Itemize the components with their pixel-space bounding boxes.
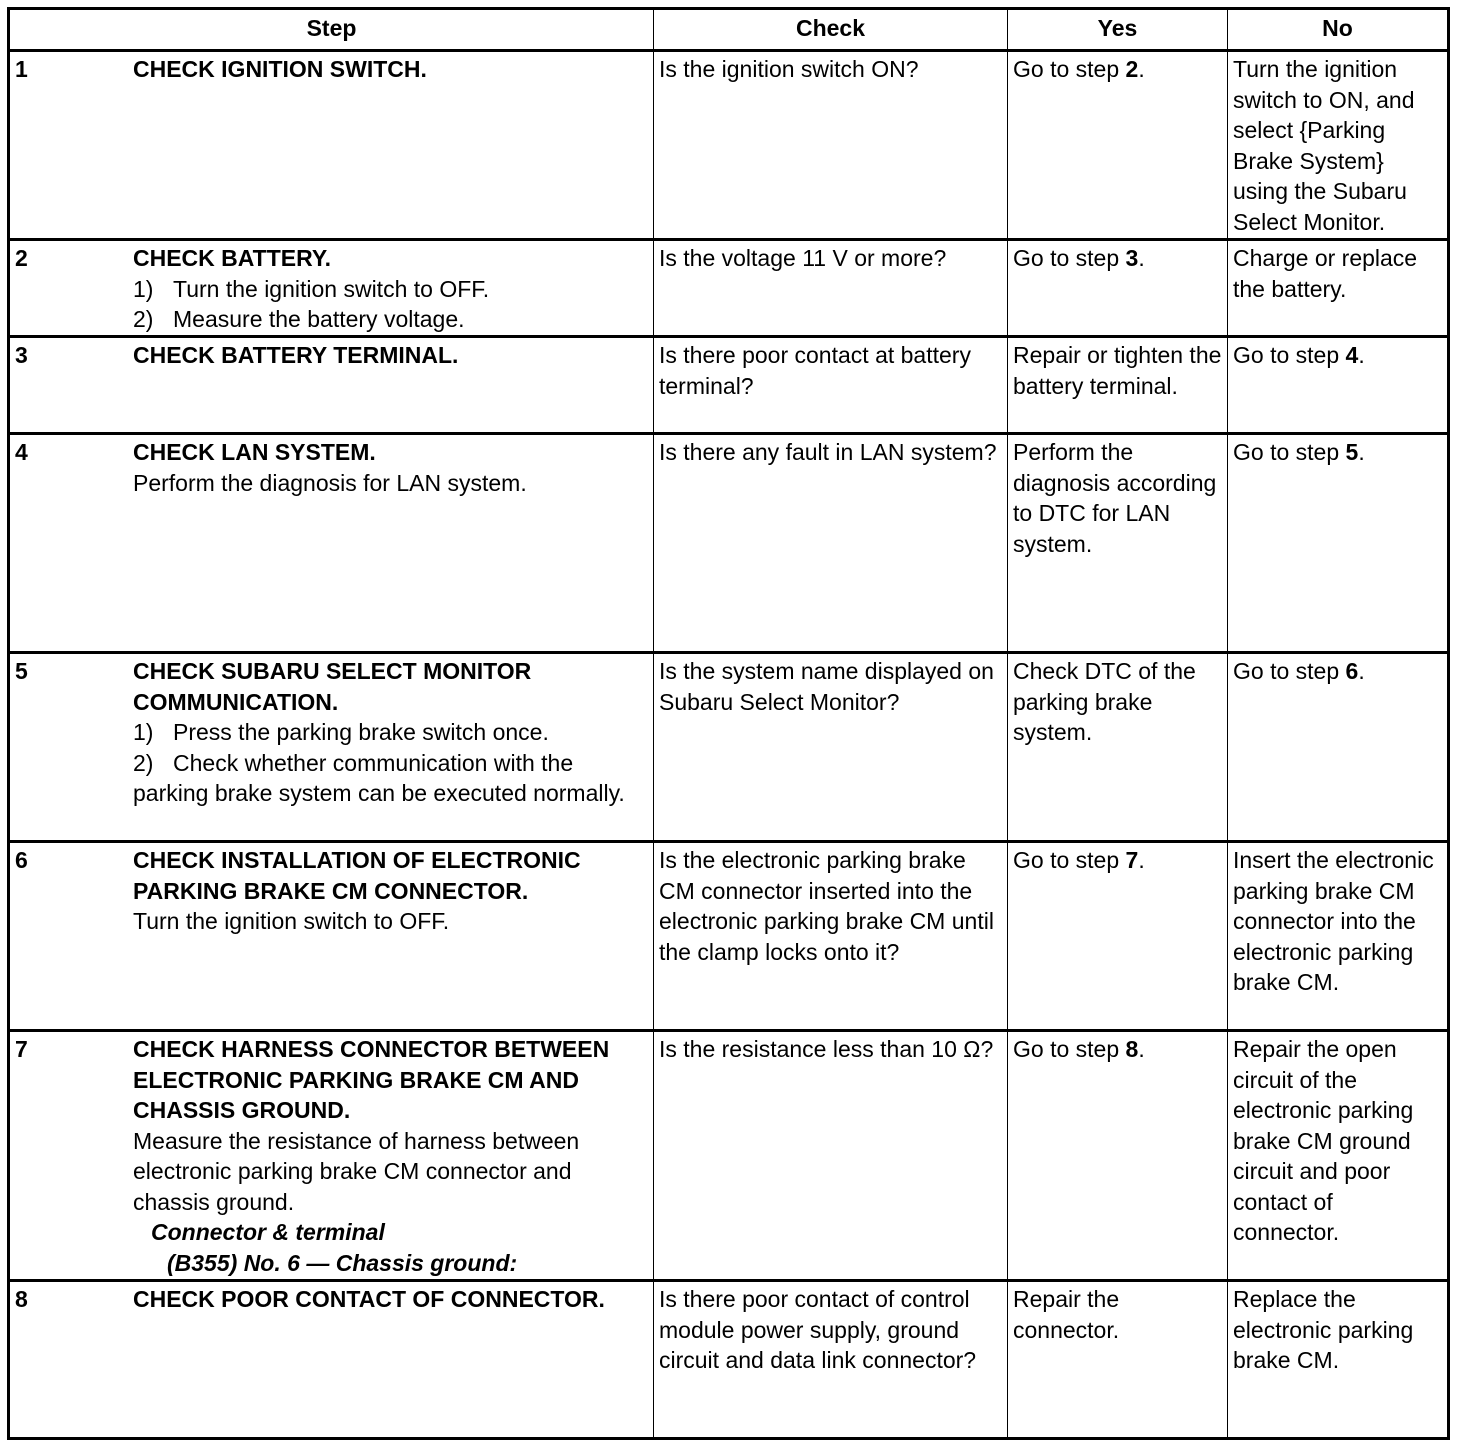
- list-item: 1) Turn the ignition switch to OFF.: [133, 275, 490, 302]
- table-row: [9, 240, 1449, 337]
- yes-cell: Repair the connector.: [1008, 1281, 1228, 1439]
- list-item: 1) Press the parking brake switch once.: [133, 719, 549, 745]
- step-cell: [9, 653, 654, 842]
- step-number: 4: [15, 439, 28, 465]
- yes-cell: Repair or tighten the battery terminal.: [1008, 337, 1228, 434]
- yes-cell: Check DTC of the parking brake system.: [1008, 653, 1228, 842]
- step-title: CHECK IGNITION SWITCH.: [133, 56, 427, 82]
- table-row: [9, 434, 1449, 653]
- table-row: [9, 1031, 1449, 1281]
- step-cell: [9, 1281, 654, 1439]
- step-number: 1: [15, 56, 28, 82]
- step-number: 8: [15, 1286, 28, 1312]
- no-cell: Charge or replace the battery.: [1228, 240, 1449, 337]
- step-title: CHECK POOR CONTACT OF CONNECTOR.: [133, 1286, 605, 1312]
- step-title: CHECK BATTERY TERMINAL.: [133, 342, 459, 368]
- header-no: No: [1228, 9, 1449, 51]
- no-cell: Replace the electronic parking brake CM.: [1228, 1281, 1449, 1439]
- list-item: 2) Check whether communication with the parking brake system can be executed normally.: [133, 749, 625, 806]
- step-number: 3: [15, 342, 28, 368]
- yes-cell: Perform the diagnosis according to DTC for LAN system.: [1008, 434, 1228, 653]
- check-cell: Is the resistance less than 10 Ω?: [654, 1031, 1008, 1281]
- table-row: [9, 653, 1449, 842]
- header-row: [9, 9, 1449, 51]
- spec-value: (B355) No. 6 — Chassis ground:: [167, 1249, 518, 1276]
- check-cell: Is the system name displayed on Subaru Select Monitor?: [654, 653, 1008, 842]
- step-number: 5: [15, 658, 28, 684]
- step-description: Measure the resistance of harness between electronic parking brake CM connector and chassis ground.: [133, 1127, 580, 1215]
- step-cell: [9, 51, 654, 240]
- step-title: CHECK SUBARU SELECT MONITOR COMMUNICATION.: [133, 658, 532, 715]
- step-title: CHECK LAN SYSTEM.: [133, 439, 376, 465]
- step-cell: [9, 842, 654, 1031]
- step-title: CHECK INSTALLATION OF ELECTRONIC PARKING BRAKE CM CONNECTOR.: [133, 847, 581, 904]
- step-number: 2: [15, 245, 28, 271]
- check-cell: Is the electronic parking brake CM connector inserted into the electronic parking brake CM until the clamp locks onto it?: [654, 842, 1008, 1031]
- yes-cell: Go to step 8.: [1008, 1031, 1228, 1281]
- step-cell: [9, 337, 654, 434]
- check-cell: Is there poor contact at battery terminal?: [654, 337, 1008, 434]
- table-row: [9, 842, 1449, 1031]
- table-row: [9, 1281, 1449, 1439]
- check-cell: Is there any fault in LAN system?: [654, 434, 1008, 653]
- yes-cell: Go to step 2.: [1008, 51, 1228, 240]
- yes-cell: Go to step 7.: [1008, 842, 1228, 1031]
- step-title: CHECK BATTERY.: [133, 245, 332, 271]
- step-cell: [9, 1031, 654, 1281]
- no-cell: Go to step 5.: [1228, 434, 1449, 653]
- no-cell: Go to step 6.: [1228, 653, 1449, 842]
- step-description: Turn the ignition switch to OFF.: [133, 908, 450, 934]
- step-title: CHECK HARNESS CONNECTOR BETWEEN ELECTRONIC PARKING BRAKE CM AND CHASSIS GROUND.: [133, 1036, 610, 1123]
- no-cell: Go to step 4.: [1228, 337, 1449, 434]
- table-row: [9, 337, 1449, 434]
- check-cell: Is the ignition switch ON?: [654, 51, 1008, 240]
- yes-cell: Go to step 3.: [1008, 240, 1228, 337]
- header-step: Step: [9, 9, 654, 51]
- no-cell: Repair the open circuit of the electronic parking brake CM ground circuit and poor contact of connector.: [1228, 1031, 1449, 1281]
- header-yes: Yes: [1008, 9, 1228, 51]
- no-cell: Turn the ignition switch to ON, and select {Parking Brake System} using the Subaru Select Monitor.: [1228, 51, 1449, 240]
- check-cell: Is there poor contact of control module power supply, ground circuit and data link connector?: [654, 1281, 1008, 1439]
- no-cell: Insert the electronic parking brake CM connector into the electronic parking brake CM.: [1228, 842, 1449, 1031]
- header-check: Check: [654, 9, 1008, 51]
- list-item: 2) Measure the battery voltage.: [133, 306, 465, 332]
- step-description: Perform the diagnosis for LAN system.: [133, 469, 527, 496]
- step-number: 6: [15, 847, 28, 873]
- step-cell: [9, 240, 654, 337]
- table-row: [9, 51, 1449, 240]
- spec-label: Connector & terminal: [151, 1219, 385, 1245]
- check-cell: Is the voltage 11 V or more?: [654, 240, 1008, 337]
- diagnostic-table: [7, 7, 1450, 1440]
- step-number: 7: [15, 1036, 28, 1062]
- step-cell: [9, 434, 654, 653]
